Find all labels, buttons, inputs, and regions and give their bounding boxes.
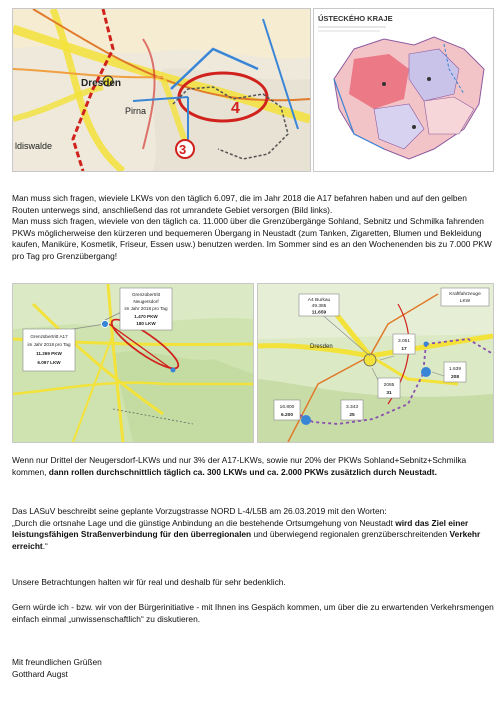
box-4-value: 1.639 — [448, 367, 462, 372]
map-top-right-drawing — [314, 9, 493, 171]
box-3-value: 2085 — [383, 383, 395, 388]
callout-neugersdorf-line-1: Grenzübertritt — [131, 292, 161, 297]
paragraph-4-text: Unsere Betrachtungen halten wir für real und deshalb für sehr bedenklich. — [12, 577, 286, 587]
quote-part-5: .“ — [42, 540, 48, 551]
paragraph-1b: Man muss sich fragen, wieviele von den täglich ca. 11.000 über die Grenzübergänge Sohland, Sebnitz und Schmilka fahrenden PKWs möglicherweise den kürzeren und bequemeren Übergang in Neustadt (zum Tanken, Zigaretten, Blumen und Bekleidung kaufen, Maniküre, Kosmetik, Friseur, Essen usw.) benutzen werden. Im Sommer sind es an den Wochenenden bis zu 7.000 PKW pro Tag pro Grenzübergang! — [12, 216, 492, 261]
legend-line-2: LKW — [459, 299, 471, 304]
closing-block — [12, 657, 494, 680]
paragraph-1a: Man muss sich fragen, wieviele LKWs von den täglich 6.097, die im Jahr 2018 die A17 befahren haben und auf den gelben Routen unterwegs sind, anschließend das rot umrandete Gebiet versorgen (Bild links). — [12, 193, 467, 215]
callout-neugersdorf-line-4: 1.470 PKW — [134, 314, 158, 319]
signature-name: Gotthard Augst — [12, 668, 68, 679]
quote-part-2: wird das Ziel einer leistungsfähigen Straßenverbindung für den überregionalen — [12, 517, 469, 540]
paragraph-4 — [12, 577, 494, 589]
box-6-value: 16.800 — [279, 405, 295, 410]
paragraph-3-quote — [12, 518, 494, 553]
box-5-value: 3.343 — [345, 405, 359, 410]
callout-neugersdorf-line-5: 180 LKW — [136, 321, 156, 326]
box-a4-line-1: A4 Burkau — [307, 298, 331, 303]
region-map-title: ÚSTECKÉHO KRAJE — [318, 14, 393, 23]
box-4-lkw: 208 — [450, 375, 460, 380]
map-mid-left — [12, 283, 254, 443]
paragraph-2-plain: Wenn nur Drittel der Neugersdorf-LKWs und nur 3% der A17-LKWs, sowie nur 20% der PKWs Sohland+Sebnitz+Schmilka kommen, — [12, 455, 467, 477]
route-label-3: 3 — [179, 142, 187, 157]
quote-part-1: „Durch die ortsnahe Lage und die günstige Anbindung an die bestehende Ortsumgehung von Neustadt — [12, 517, 396, 528]
legend-line-1: Kraftfahrzeuge — [449, 292, 481, 297]
map-top-left — [12, 8, 311, 172]
label-dresden: Dresden — [81, 78, 122, 89]
map-mid-right-drawing — [258, 284, 493, 442]
callout-a17-line-2: im Jahr 2018 pro Tag — [27, 342, 71, 347]
map-top-left-drawing — [13, 9, 310, 171]
label-dippoldiswalde: ldiswalde — [15, 141, 53, 151]
box-3-lkw: 31 — [386, 391, 392, 396]
paragraph-5-text: Gern würde ich - bzw. wir von der Bürgerinitiative - mit Ihnen ins Gespäch kommen, um über die zu erwartenden Verkehrsmengen einfach einmal „unwissenschaftlich“ zu diskutieren. — [12, 602, 494, 624]
paragraph-5 — [12, 602, 494, 625]
box-6-lkw: 6.200 — [280, 413, 294, 418]
paragraph-3-intro: Das LASuV beschreibt seine geplante Vorzugstrasse NORD L-4/L5B am 26.03.2019 mit den Worten: — [12, 506, 387, 516]
label-dresden-mid: Dresden — [310, 344, 333, 350]
callout-a17-line-1: Grenzübertritt A17 — [30, 334, 68, 339]
callout-a17-line-4: 6.097 LKW — [37, 360, 61, 365]
callout-neugersdorf-line-3: im Jahr 2018 pro Tag — [124, 306, 168, 311]
box-5-lkw: 25 — [349, 413, 355, 418]
map-top-right — [313, 8, 494, 172]
box-2-value: 3.051 — [397, 339, 411, 344]
paragraph-3 — [12, 506, 494, 552]
callout-a17-line-3: 11.269 PKW — [36, 351, 62, 356]
paragraph-1 — [12, 193, 494, 263]
box-a4-line-2: 49.385 — [311, 304, 327, 309]
closing-greeting: Mit freundlichen Grüßen — [12, 657, 102, 667]
box-a4-line-3: 11.659 — [311, 310, 327, 316]
map-mid-left-drawing — [13, 284, 253, 442]
box-2-lkw: 17 — [401, 347, 407, 352]
quote-part-4: Verkehr erreicht — [12, 529, 481, 551]
label-pirna: Pirna — [125, 106, 147, 116]
route-label-4: 4 — [231, 100, 240, 117]
quote-part-3: und überwiegend regionalen grenzüberschreitenden — [251, 529, 450, 540]
map-mid-right — [257, 283, 494, 443]
paragraph-2-bold: dann rollen durchschnittlich täglich ca. 300 LKWs und ca. 2.000 PKWs zusätzlich durch Neustadt. — [48, 466, 437, 477]
paragraph-2 — [12, 455, 494, 478]
callout-neugersdorf-line-2: Neugersdorf — [133, 299, 159, 304]
paragraph-2-text — [12, 455, 494, 478]
